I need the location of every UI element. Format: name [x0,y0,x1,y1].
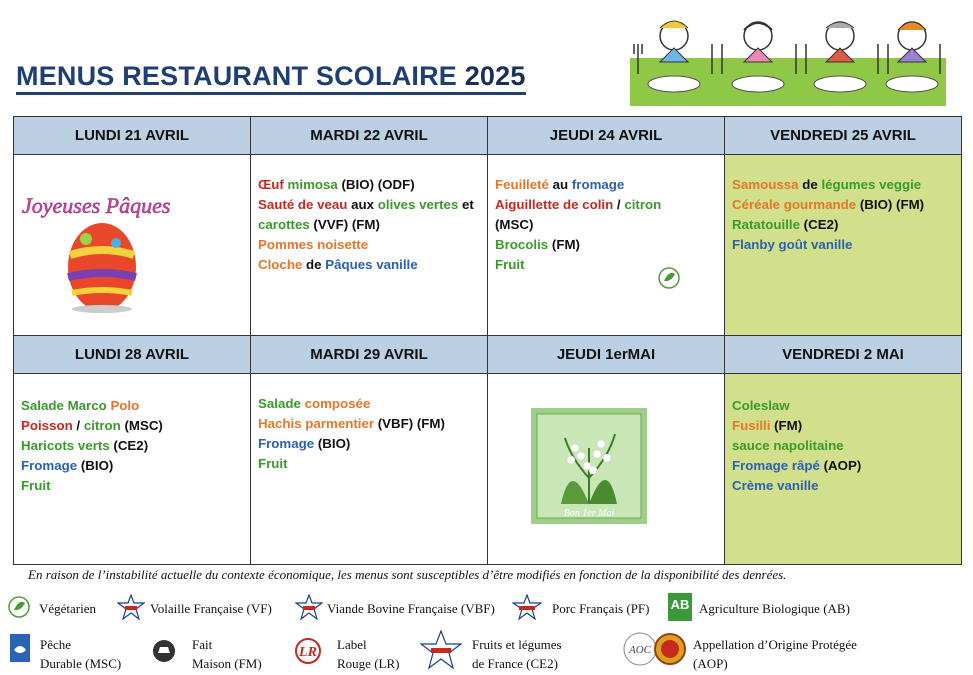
dish: Samoussa [732,177,799,192]
easter-greeting-text: Joyeuses Pâques [22,193,171,218]
connector: aux [347,197,378,212]
day-header: VENDREDI 25 AVRIL [725,117,962,155]
dish: Brocolis [495,237,549,252]
legend-lr-line2: Rouge (LR) [337,656,400,671]
disclaimer-note: En raison de l’instabilité actuelle du contexte économique, les menus sont susceptibles d’être modifiés en fonction de la disponibilité des denrées. [28,567,787,582]
french-beef-icon [295,594,323,620]
label-codes: (CE2) [799,217,839,232]
label-codes: (BIO) [77,458,114,473]
legend-fm [192,635,262,673]
legend-aop [693,635,857,673]
dish: mimosa [287,177,338,192]
legend-lr-line1: Label [337,637,367,652]
dish: Salade [258,396,305,411]
aop-icon [622,631,686,667]
svg-text:AB: AB [670,597,690,612]
legend-vegetarian: Végétarien [39,601,97,616]
menu-line [732,436,961,456]
day-header: JEUDI 1erMAI [488,336,725,374]
menu-line [732,476,961,496]
dish: Salade Marco [21,398,111,413]
menu-line [495,255,724,275]
connector: de [798,177,822,192]
legend-aop-line2: (AOP) [693,656,728,671]
menu-line [258,394,487,414]
menu-cell-jeudi-1-mai [488,374,725,565]
dish: Cloche [258,257,303,272]
day-header: VENDREDI 2 MAI [725,336,962,374]
dish: Fromage râpé [732,458,820,473]
lily-of-the-valley-card-image [531,408,647,524]
dish: Poisson [21,418,73,433]
label-codes: (CE2) [109,438,149,453]
vegetarian-icon [8,596,30,618]
legend-msc-line2: Durable (MSC) [40,656,122,671]
menu-cell-jeudi-24 [488,155,725,336]
menu-line [258,235,487,255]
dish: Fruit [258,456,288,471]
menu-cell-mardi-22 [251,155,488,336]
menu-line [495,195,724,215]
dish: citron [83,418,121,433]
menu-line [732,396,961,416]
menu-line [732,456,961,476]
menu-line [258,195,487,215]
dish: citron [624,197,662,212]
week2-menu-row [14,374,962,565]
menu-line [21,476,250,496]
dish: fromage [571,177,625,192]
title-year: 2025 [464,61,526,91]
dish: Haricots verts [21,438,110,453]
dish: Feuilleté [495,177,549,192]
legend-lr [337,635,399,673]
dish: Fruit [495,257,525,272]
homemade-fm-icon [152,639,176,663]
label-codes: (VVF) (FM) [309,217,380,232]
dish: Céréale gourmande [732,197,857,212]
connector: au [548,177,572,192]
dish: Flanby goût vanille [732,237,853,252]
dish: Sauté de veau [258,197,348,212]
connector: de [302,257,326,272]
label-codes: (VBF) (FM) [374,416,445,431]
french-pork-icon [512,594,542,620]
day-header: LUNDI 28 AVRIL [14,336,251,374]
legend-fm-line2: Maison (FM) [192,656,262,671]
day-header: MARDI 22 AVRIL [251,117,488,155]
easter-egg-image [20,185,180,315]
menu-line [732,195,961,215]
french-poultry-icon [117,594,145,620]
menu-line [21,456,250,476]
legend-aop-line1: Appellation d’Origine Protégée [693,637,857,652]
label-rouge-icon [294,637,322,665]
legend-fm-line1: Fait [192,637,213,652]
legend-msc [40,635,121,673]
week2-header-row [14,336,962,374]
menu-line [732,416,961,436]
legend-pf: Porc Français (PF) [552,601,650,616]
day-header: JEUDI 24 AVRIL [488,117,725,155]
legend-ab: Agriculture Biologique (AB) [699,601,850,616]
day-header: LUNDI 21 AVRIL [14,117,251,155]
day-header: MARDI 29 AVRIL [251,336,488,374]
menu-cell-vendredi-2-mai [725,374,962,565]
label-codes: (BIO) (FM) [856,197,925,212]
menu-line [258,175,487,195]
label-codes: (AOP) [819,458,862,473]
dish: Polo [110,398,140,413]
menu-line [495,175,724,195]
menu-line [21,396,250,416]
dish: Aiguillette de colin [495,197,614,212]
title-text: MENUS RESTAURANT SCOLAIRE [16,61,458,91]
fruits-vegetables-france-icon [420,630,462,670]
menu-line [732,235,961,255]
menu-line [495,215,724,235]
legend-msc-line1: Pêche [40,637,72,652]
dish: Pommes noisette [258,237,369,252]
menu-line [21,436,250,456]
menu-cell-mardi-29 [251,374,488,565]
dish: Pâques vanille [325,257,418,272]
dish: composée [304,396,371,411]
label-codes: (BIO) [314,436,351,451]
legend-vbf: Viande Bovine Française (VBF) [327,601,495,616]
dish: carottes [258,217,310,232]
organic-ab-icon [668,593,692,621]
menu-line [495,235,724,255]
legend-ce2-line1: Fruits et légumes [472,637,562,652]
connector: et [458,197,474,212]
dish: légumes veggie [821,177,922,192]
legend-vf: Volaille Française (VF) [150,601,272,616]
sustainable-fishing-msc-icon [10,634,30,662]
menu-cell-vendredi-25 [725,155,962,336]
dish: Fruit [21,478,51,493]
legend-ce2 [472,635,562,673]
vegetarian-icon [658,267,680,289]
menu-line [258,215,487,235]
dish: Hachis parmentier [258,416,375,431]
week1-menu-row [14,155,962,336]
connector: / [72,418,84,433]
menu-line [732,175,961,195]
label-codes: (FM) [770,418,803,433]
menu-line [258,454,487,474]
dish: Fromage [21,458,78,473]
menu-table [13,116,962,565]
dish: Crème vanille [732,478,819,493]
legend-ce2-line2: de France (CE2) [472,656,558,671]
menu-line [732,215,961,235]
label-codes: (BIO) (ODF) [337,177,415,192]
label-codes: (FM) [548,237,580,252]
label-codes: (MSC) [495,217,534,232]
svg-text:LR: LR [299,645,317,660]
menu-line [258,255,487,275]
page-title [16,60,526,95]
dish: Fusilli [732,418,771,433]
dish: Ratatouille [732,217,800,232]
connector: / [613,197,625,212]
kids-banner-illustration [630,14,946,106]
dish: Œuf [258,177,288,192]
label-codes: (MSC) [120,418,163,433]
card-greeting-text: Bon 1er Mai [563,508,615,519]
menu-line [258,434,487,454]
menu-cell-lundi-21 [14,155,251,336]
menu-line [258,414,487,434]
week1-header-row [14,117,962,155]
svg-text:AOC: AOC [629,644,651,656]
menu-cell-lundi-28 [14,374,251,565]
dish: Fromage [258,436,315,451]
dish: sauce napolitaine [732,438,844,453]
dish: olives vertes [377,197,459,212]
menu-line [21,416,250,436]
dish: Coleslaw [732,398,790,413]
